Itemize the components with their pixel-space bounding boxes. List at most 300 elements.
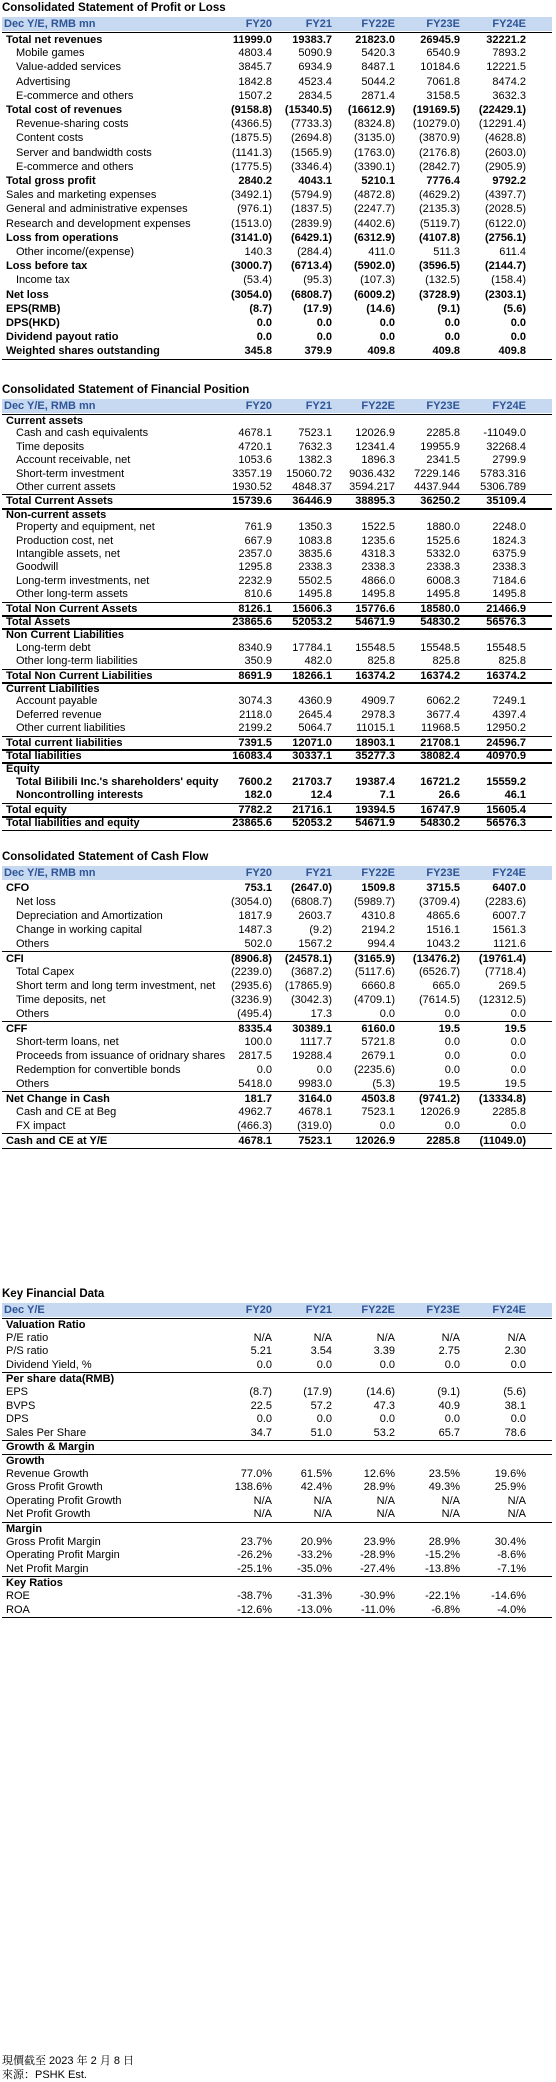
row-value: N/A — [507, 1331, 526, 1344]
row-value: 15559.2 — [486, 775, 526, 788]
row-value: (3236.9) — [231, 994, 272, 1006]
row-value: (3042.3) — [291, 994, 332, 1006]
row-value: -11.0% — [360, 1603, 395, 1616]
row-value: 23865.6 — [232, 616, 272, 628]
row-value: -33.2% — [297, 1549, 332, 1562]
row-label: Gross Profit Margin — [6, 1535, 101, 1548]
row-value: -11049.0 — [483, 427, 526, 440]
row-value: N/A — [253, 1508, 272, 1521]
row-value: 0.0 — [444, 317, 460, 329]
row-value: 78.6 — [504, 1426, 526, 1439]
column-header-row — [2, 399, 552, 413]
row-value: (2283.6) — [485, 896, 526, 908]
row-label: Deferred revenue — [16, 708, 102, 721]
table-row — [2, 776, 552, 789]
table-row — [2, 1007, 552, 1021]
header-year: FY23E — [426, 400, 460, 412]
row-value: (4366.5) — [231, 118, 272, 131]
table-row — [2, 231, 552, 245]
row-label: Growth & Margin — [6, 1441, 95, 1454]
row-value: 24596.7 — [486, 736, 526, 749]
row-value: 753.1 — [244, 882, 272, 894]
row-value: (5902.0) — [354, 260, 395, 273]
table-row — [2, 188, 552, 202]
row-value: (4397.7) — [485, 189, 526, 202]
row-value: N/A — [313, 1494, 332, 1507]
row-value: 409.8 — [498, 345, 526, 358]
row-value: 2118.0 — [239, 708, 272, 721]
row-value: 16374.2 — [420, 669, 460, 682]
row-value: -26.2% — [237, 1549, 272, 1562]
row-value: 7523.1 — [298, 1135, 332, 1147]
row-value: (9.1) — [437, 1386, 460, 1398]
row-value: 19387.4 — [355, 775, 395, 788]
row-value: 9983.0 — [298, 1078, 332, 1090]
table-row — [2, 259, 552, 273]
header-year: FY21 — [305, 867, 332, 879]
row-value: (5989.7) — [354, 896, 395, 908]
header-year: FY22E — [361, 400, 395, 412]
row-label: Cash and cash equivalents — [16, 427, 149, 440]
table-row — [2, 1063, 552, 1077]
header-label: Dec Y/E — [4, 1304, 45, 1316]
row-label: Other current liabilities — [16, 722, 126, 735]
row-value: 21703.7 — [292, 775, 332, 788]
row-value: 7184.6 — [492, 574, 526, 587]
row-value: 28.9% — [428, 1535, 460, 1548]
table-row — [2, 427, 552, 440]
row-value: 4848.37 — [292, 481, 332, 493]
row-value: 12.4 — [310, 789, 332, 802]
row-value: 0.0 — [444, 331, 460, 344]
column-header-row — [2, 1303, 552, 1317]
row-value: 12026.9 — [355, 427, 395, 440]
row-value: 52053.2 — [292, 817, 332, 829]
table-row — [2, 1413, 552, 1427]
row-label: Proceeds from issuance of oridnary shares — [16, 1050, 226, 1062]
row-value: 5332.0 — [426, 548, 460, 560]
row-value: (2247.7) — [354, 203, 395, 216]
header-year: FY20 — [245, 1304, 272, 1316]
row-value: 1053.6 — [238, 454, 272, 467]
row-value: 667.9 — [244, 534, 272, 547]
row-value: 6007.7 — [492, 910, 526, 922]
row-value: 482.0 — [304, 655, 332, 668]
row-value: 6375.9 — [492, 548, 526, 560]
row-value: 2232.9 — [238, 574, 272, 587]
row-value: -15.2% — [425, 1549, 460, 1562]
row-value: 40.9 — [438, 1399, 460, 1412]
row-value: (2144.7) — [485, 260, 526, 273]
row-value: 4678.1 — [238, 1135, 272, 1147]
row-label: Content costs — [16, 132, 84, 145]
table-row — [2, 895, 552, 909]
table-row — [2, 174, 552, 188]
row-value: 2.75 — [438, 1345, 460, 1358]
table-row — [2, 881, 552, 895]
row-value: N/A — [313, 1508, 332, 1521]
row-value: 5306.789 — [480, 481, 526, 493]
row-label: CFO — [6, 882, 30, 894]
row-value: 0.0 — [256, 331, 272, 344]
row-label: Cash and CE at Y/E — [6, 1135, 108, 1147]
row-value: (12312.5) — [478, 994, 526, 1006]
row-value: 3.54 — [310, 1345, 332, 1358]
row-label: Gross Profit Growth — [6, 1481, 103, 1494]
header-year: FY23E — [426, 867, 460, 879]
row-label: Net Change in Cash — [6, 1093, 110, 1105]
row-value: 30337.1 — [292, 750, 332, 762]
row-value: 38.1 — [504, 1399, 526, 1412]
table-row — [2, 561, 552, 574]
group-header-row — [2, 682, 552, 696]
row-value: 4523.4 — [298, 75, 332, 88]
row-value: 4678.1 — [298, 1106, 332, 1118]
table-row — [2, 709, 552, 722]
table-row — [2, 441, 552, 454]
table-row — [2, 1427, 552, 1441]
row-value: (2935.6) — [231, 980, 272, 992]
row-value: 2285.8 — [426, 427, 460, 440]
row-value: 5420.3 — [361, 47, 395, 60]
table-row — [2, 642, 552, 655]
row-value: 1083.8 — [298, 534, 332, 547]
row-value: 181.7 — [244, 1093, 272, 1105]
table-row — [2, 468, 552, 481]
row-value: 12026.9 — [420, 1106, 460, 1118]
row-value: 0.0 — [510, 1064, 526, 1076]
row-value: (95.3) — [303, 274, 332, 287]
row-label: BVPS — [6, 1399, 36, 1412]
row-value: -30.9% — [360, 1590, 395, 1602]
row-value: 2285.8 — [426, 1135, 460, 1147]
header-year: FY24E — [492, 1304, 526, 1316]
row-value: 19394.5 — [355, 803, 395, 816]
row-value: 1516.1 — [426, 924, 460, 936]
header-year: FY24E — [492, 18, 526, 30]
row-value: -12.6% — [237, 1603, 272, 1616]
row-value: 2840.2 — [238, 175, 272, 187]
section-title: Key Financial Data — [2, 1288, 105, 1300]
row-label: Total net revenues — [6, 34, 103, 46]
row-value: (284.4) — [297, 246, 332, 258]
row-value: 611.4 — [499, 246, 526, 258]
header-year: FY24E — [492, 400, 526, 412]
column-header-row — [2, 866, 552, 880]
row-value: (8906.8) — [231, 953, 272, 965]
row-value: 1525.6 — [426, 534, 460, 547]
row-value: 4720.1 — [238, 440, 272, 453]
table-row — [2, 344, 552, 359]
row-label: Mobile games — [16, 47, 85, 60]
table-row — [2, 245, 552, 259]
row-value: 0.0 — [444, 1050, 460, 1062]
table-row — [2, 32, 552, 47]
row-value: 0.0 — [510, 1036, 526, 1048]
row-label: Non-current assets — [6, 508, 107, 521]
row-value: 7061.8 — [426, 75, 460, 88]
row-value: (2303.1) — [485, 288, 526, 301]
row-value: 4909.7 — [361, 695, 395, 708]
table-row — [2, 1400, 552, 1414]
header-label: Dec Y/E, RMB mn — [4, 867, 96, 879]
row-value: (319.0) — [297, 1120, 332, 1132]
row-value: 19.5 — [504, 1023, 526, 1035]
row-value: (2647.0) — [291, 882, 332, 894]
row-value: 350.9 — [244, 655, 272, 668]
table-row — [2, 160, 552, 174]
row-value: (4629.2) — [419, 189, 460, 202]
row-value: 7.1 — [379, 789, 395, 802]
row-value: 0.0 — [510, 1413, 526, 1426]
row-value: 5418.0 — [238, 1078, 272, 1090]
row-value: 12950.2 — [486, 722, 526, 735]
header-year: FY22E — [361, 1304, 395, 1316]
table-row — [2, 979, 552, 993]
row-value: 0.0 — [316, 1358, 332, 1371]
row-value: 2338.3 — [426, 561, 460, 574]
row-value: 38082.4 — [420, 750, 460, 762]
row-value: 2871.4 — [361, 89, 395, 102]
row-value: (3870.9) — [419, 132, 460, 145]
row-value: 2338.3 — [492, 561, 526, 574]
row-value: (1513.0) — [231, 217, 272, 230]
row-value: 19.6% — [494, 1467, 526, 1480]
row-value: 4866.0 — [361, 574, 395, 587]
row-value: 8691.9 — [238, 669, 272, 682]
row-value: 22.5 — [250, 1399, 272, 1412]
row-value: 9792.2 — [492, 175, 526, 187]
row-value: 8340.9 — [238, 641, 272, 654]
section-title: Consolidated Statement of Profit or Loss — [2, 2, 226, 14]
row-value: 0.0 — [510, 1050, 526, 1062]
row-value: N/A — [253, 1331, 272, 1344]
row-label: Other long-term liabilities — [16, 655, 138, 668]
row-value: 15548.5 — [486, 641, 526, 654]
row-label: Total liabilities and equity — [6, 817, 140, 829]
row-value: 12.6% — [363, 1467, 395, 1480]
row-value: 4503.8 — [361, 1093, 395, 1105]
header-year: FY20 — [245, 867, 272, 879]
row-value: 3677.4 — [426, 708, 460, 721]
row-label: Dividend Yield, % — [6, 1358, 92, 1371]
section-title: Consolidated Statement of Financial Position — [2, 384, 250, 396]
row-value: 25.9% — [494, 1481, 526, 1494]
row-label: Research and development expenses — [6, 217, 191, 230]
row-value: 1121.6 — [493, 938, 526, 950]
row-value: 15605.4 — [486, 803, 526, 816]
header-year: FY24E — [492, 867, 526, 879]
row-value: 665.0 — [432, 980, 460, 992]
row-value: 40970.9 — [486, 750, 526, 762]
row-label: E-commerce and others — [16, 89, 134, 102]
row-value: 57.2 — [310, 1399, 332, 1412]
row-label: Income tax — [16, 274, 70, 287]
row-value: 6407.0 — [492, 882, 526, 894]
table-row — [2, 1468, 552, 1482]
row-label: Property and equipment, net — [16, 521, 155, 534]
row-value: (16612.9) — [347, 104, 395, 116]
row-value: 23865.6 — [232, 817, 272, 829]
row-label: Dividend payout ratio — [6, 331, 119, 344]
row-value: 6160.0 — [361, 1023, 395, 1035]
table-row — [2, 273, 552, 287]
row-value: 2645.4 — [298, 708, 332, 721]
group-header-row — [2, 414, 552, 428]
row-value: -31.3% — [297, 1590, 332, 1602]
table-row — [2, 146, 552, 160]
table-row — [2, 1563, 552, 1577]
table-row — [2, 202, 552, 216]
row-value: 3715.5 — [426, 882, 460, 894]
row-label: Total Bilibili Inc.'s shareholders' equity — [16, 775, 219, 788]
row-label: DPS — [6, 1413, 29, 1426]
row-value: 23.7% — [240, 1535, 272, 1548]
row-value: 3632.3 — [492, 89, 526, 102]
row-value: (3709.4) — [419, 896, 460, 908]
table-row — [2, 302, 552, 316]
header-year: FY22E — [361, 867, 395, 879]
header-year: FY20 — [245, 18, 272, 30]
row-label: Valuation Ratio — [6, 1319, 86, 1331]
row-value: 1567.2 — [298, 938, 332, 950]
row-value: 3845.7 — [238, 61, 272, 74]
row-value: 1295.8 — [238, 561, 272, 574]
row-value: 36446.9 — [292, 495, 332, 508]
row-label: Others — [16, 1078, 50, 1090]
row-value: 5783.316 — [480, 467, 526, 480]
row-value: 994.4 — [367, 938, 395, 950]
row-label: Short-term loans, net — [16, 1036, 119, 1048]
row-label: Depreciation and Amortization — [16, 910, 163, 922]
table-row — [2, 75, 552, 89]
row-value: 46.1 — [504, 789, 526, 802]
row-value: 1880.0 — [426, 521, 460, 534]
row-label: Non Current Liabilities — [6, 629, 124, 642]
row-value: 761.9 — [244, 521, 272, 534]
row-value: 3074.3 — [238, 695, 272, 708]
row-value: (24578.1) — [284, 953, 332, 965]
row-value: 15060.72 — [286, 467, 332, 480]
section-title: Consolidated Statement of Cash Flow — [2, 851, 209, 863]
table-row — [2, 1035, 552, 1049]
row-value: 6540.9 — [426, 47, 460, 60]
row-value: 19955.9 — [420, 440, 460, 453]
row-value: (4628.8) — [485, 132, 526, 145]
row-value: 56576.3 — [486, 817, 526, 829]
row-value: (3390.1) — [354, 160, 395, 173]
row-value: 35109.4 — [486, 495, 526, 508]
row-value: 0.0 — [510, 331, 526, 344]
row-label: FX impact — [16, 1120, 66, 1132]
row-value: 17.3 — [310, 1008, 332, 1020]
row-value: (11049.0) — [479, 1135, 526, 1147]
row-value: 53.2 — [373, 1426, 395, 1439]
row-value: -35.0% — [297, 1562, 332, 1575]
row-value: (4402.6) — [354, 217, 395, 230]
row-value: 21708.1 — [420, 736, 460, 749]
row-value: 0.0 — [256, 317, 272, 329]
row-value: 6934.9 — [298, 61, 332, 74]
row-value: -14.6% — [491, 1590, 526, 1602]
table-row — [2, 1604, 552, 1619]
row-value: 3158.5 — [426, 89, 460, 102]
row-value: (15340.5) — [284, 104, 332, 116]
row-value: 5.21 — [250, 1345, 272, 1358]
row-value: -13.8% — [425, 1562, 460, 1575]
row-value: (9741.2) — [419, 1093, 460, 1105]
row-value: (12291.4) — [478, 118, 526, 131]
row-value: 8487.1 — [361, 61, 395, 74]
row-value: 0.0 — [510, 317, 526, 329]
row-value: 1522.5 — [361, 521, 395, 534]
row-value: 0.0 — [510, 1120, 526, 1132]
row-value: 28.9% — [363, 1481, 395, 1494]
row-value: (17865.9) — [284, 980, 332, 992]
row-value: 5502.5 — [298, 574, 332, 587]
row-value: 6660.8 — [361, 980, 395, 992]
row-value: N/A — [507, 1508, 526, 1521]
row-value: 10184.6 — [420, 61, 460, 74]
row-value: (495.4) — [237, 1008, 272, 1020]
row-value: (17.9) — [303, 1386, 332, 1398]
table-row — [2, 1481, 552, 1495]
row-label: Current Liabilities — [6, 683, 100, 695]
row-value: (3687.2) — [291, 966, 332, 978]
table-row — [2, 923, 552, 937]
header-year: FY23E — [426, 18, 460, 30]
row-value: (6429.1) — [291, 231, 332, 244]
table-row — [2, 521, 552, 534]
row-value: 54830.2 — [420, 817, 460, 829]
row-value: 6008.3 — [426, 574, 460, 587]
row-value: 100.0 — [244, 1036, 272, 1048]
row-value: 2341.5 — [426, 454, 460, 467]
row-value: 15776.6 — [355, 602, 395, 615]
row-value: -4.0% — [497, 1603, 526, 1616]
row-value: 56576.3 — [486, 616, 526, 628]
row-value: 21823.0 — [355, 34, 395, 46]
row-value: 0.0 — [379, 1008, 395, 1020]
row-value: 16374.2 — [486, 669, 526, 682]
row-label: Others — [16, 938, 50, 950]
row-value: (1775.5) — [231, 160, 272, 173]
row-value: 2248.0 — [492, 521, 526, 534]
row-label: Weighted shares outstanding — [6, 345, 160, 358]
row-value: 2338.3 — [361, 561, 395, 574]
row-value: 19.5 — [438, 1078, 460, 1090]
row-value: 1842.8 — [238, 75, 272, 88]
row-label: Redemption for convertible bonds — [16, 1064, 181, 1076]
row-value: 7523.1 — [361, 1106, 395, 1118]
row-value: 52053.2 — [292, 616, 332, 628]
row-value: (14.6) — [366, 302, 395, 315]
row-label: Account payable — [16, 695, 98, 708]
row-value: (8.7) — [249, 1386, 272, 1398]
row-value: 0.0 — [379, 317, 395, 329]
row-value: 18580.0 — [420, 602, 460, 615]
header-year: FY21 — [305, 18, 332, 30]
row-label: Net Profit Margin — [6, 1562, 89, 1575]
row-value: 11999.0 — [232, 34, 272, 46]
row-value: (5.6) — [503, 302, 526, 315]
row-label: Growth — [6, 1455, 45, 1467]
row-value: 18266.1 — [292, 669, 332, 682]
table-row — [2, 993, 552, 1007]
row-value: 0.0 — [316, 1064, 332, 1076]
row-value: -7.1% — [497, 1562, 526, 1575]
row-value: 32268.4 — [486, 440, 526, 453]
